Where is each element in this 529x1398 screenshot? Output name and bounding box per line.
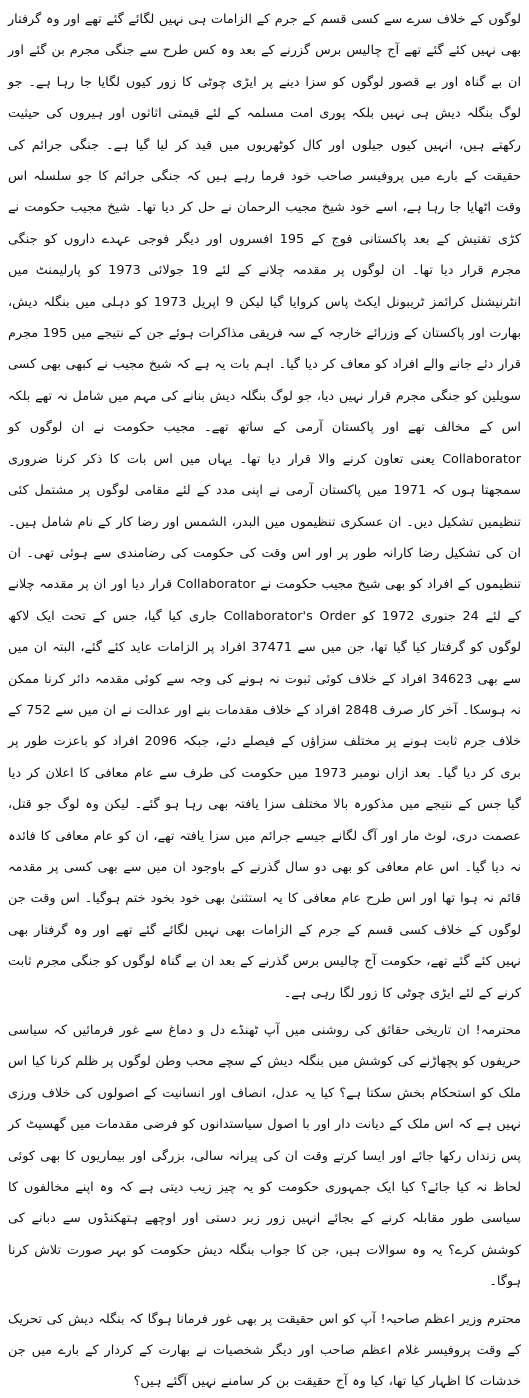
article-paragraph-1: لوگوں کے خلاف سرے سے کسی قسم کے جرم کے الزامات ہی نہیں لگائے گئے تھے اور وہ گرفتار بھی نہیں کئے گئے تھے آج چالیس برس گزرنے کے بعد وہ کس طرح سے جنگی مجرم بن گئے اور ان بے گناہ اور بے قصور لوگوں کو سزا دینے پر ایڑی چوٹی کا زور کیوں لگایا جا رہا ہے۔ جو لوگ بنگلہ دیش ہی نہیں بلکہ پوری امت مسلمہ کے لئے قیمتی اثاثوں اور ہیروں کی حیثیت رکھتے ہیں، انہیں کیوں جیلوں اور کال کوٹھریوں میں قید کر لیا گیا ہے۔ جنگی جرائم کی حقیقت کے بارے میں پروفیسر صاحب خود فرما رہے ہیں کہ جنگی جرائم کا جو سلسلہ اس وقت اٹھایا جا رہا ہے، اسے خود شیخ مجیب الرحمان نے حل کر دیا تھا۔ شیخ مجیب حکومت نے کڑی تفتیش کے بعد پاکستانی فوج کے 195 افسروں اور دیگر فوجی عہدے داروں کو جنگی مجرم قرار دیا تھا۔ ان لوگوں پر مقدمہ چلانے کے لئے 19 جولائی 1973 کو پارلیمنٹ میں انٹرنیشنل کرائمز ٹریبونل ایکٹ پاس کروایا گیا لیکن 9 اپریل 1973 کو دہلی میں بنگلہ دیش، بھارت اور پاکستان کے وزرائے خارجہ کے سہ فریقی مذاکرات ہوئے جن کے نتیجے میں 195 مجرم قرار دئے جانے والے افراد کو معاف کر دیا گیا۔ اہم بات یہ ہے کہ شیخ مجیب نے کبھی بھی کسی سویلین کو جنگی مجرم قرار نہیں دیا، جو لوگ بنگلہ دیش بنانے کی مہم میں شامل نہ تھے بلکہ اس کے مخالف تھے اور پاکستان آرمی کے ساتھ تھے۔ مجیب حکومت نے ان لوگوں کو Collaborator یعنی تعاون کرنے والا قرار دیا تھا۔ یہاں میں اس بات کا ذکر کرنا ضروری سمجھتا ہوں کہ 1971 میں پاکستان آرمی نے اپنی مدد کے لئے مقامی لوگوں پر مشتمل کئی تنظیمیں تشکیل دیں۔ ان عسکری تنظیموں میں البدر، الشمس اور رضا کار کے نام شامل ہیں۔ ان کی تشکیل رضا کارانہ طور پر اور اس وقت کی حکومت کی رضامندی سے ہوئی تھی۔ ان تنظیموں کے افراد کو بھی شیخ مجیب حکومت نے Collaborator قرار دیا اور ان پر مقدمہ چلانے کے لئے 24 جنوری 1972 کو Collaborator's Order جاری کیا گیا، جس کے تحت ایک لاکھ لوگوں کو گرفتار کیا گیا تھا، جن میں سے 37471 افراد پر الزامات عاید کئے گئے، البتہ ان میں سے بھی 34623 افراد کے خلاف کوئی ثبوت نہ ہونے کی وجہ سے کوئی مقدمہ دائر کرنا ممکن نہ ہوسکا۔ آخر کار صرف 2848 افراد کے خلاف مقدمات بنے اور عدالت نے ان میں سے 752 کے خلاف جرم ثابت ہونے پر مختلف سزاؤں کے فیصلے دئے، جبکہ 2096 افراد کو باعزت طور پر بری کر دیا گیا۔ بعد ازاں نومبر 1973 میں حکومت کی طرف سے عام معافی کا اعلان کر دیا گیا جس کے نتیجے میں مذکورہ بالا مختلف سزا یافتہ بھی رہا ہو گئے۔ لیکن وہ لوگ جو قتل، عصمت دری، لوٹ مار اور آگ لگانے جیسے جرائم میں سزا یافتہ تھے، ان کو عام معافی کا فائدہ نہ دیا گیا۔ اس عام معافی کو بھی دو سال گذرنے کے باوجود ان میں سے بھی کسی پر مقدمہ قائم نہ ہوا تھا اور اس طرح عام معافی کا یہ استثنیٰ بھی خود بخود ختم ہوگیا۔ اس وقت جن لوگوں کے خلاف کسی قسم کے جرم کے الزامات بھی نہیں لگائے گئے تھے اور وہ گرفتار بھی نہیں کئے گئے تھے، حکومت آج چالیس برس گذرنے کے بعد ان بے گناہ لوگوں کو جنگی مجرم ثابت کرنے کے لئے ایڑی چوٹی کا زور لگا رہی ہے۔ bbox=[8, 12, 522, 1001]
article-paragraph-2: محترمہ! ان تاریخی حقائق کی روشنی میں آپ ٹھنڈے دل و دماغ سے غور فرمائیں کہ سیاسی حریفوں کو پچھاڑنے کی کوشش میں بنگلہ دیش کے سچے محب وطن لوگوں پر ظلم کرنا کیا اس ملک کو استحکام بخش سکتا ہے؟ کیا یہ عدل، انصاف اور انسانیت کے اصولوں کی خلاف ورزی نہیں ہے کہ اس ملک کے دیانت دار اور با اصول سیاستدانوں کو فرضی مقدمات میں گھسیٹ کر پس زنداں رکھا جائے اور ایسا کرتے وقت ان کی پیرانہ سالی، بزرگی اور بیماریوں کا بھی کوئی لحاظ نہ کیا جائے؟ کیا ایک جمہوری حکومت کو یہ چیز زیب دیتی ہے کہ وہ اپنے مخالفوں کا سیاسی طور مقابلہ کرنے کے بجائے انہیں زور زبر دستی اور اوچھے ہتھکنڈوں سے دبانے کی کوشش کرے؟ یہ وہ سوالات ہیں، جن کا جواب بنگلہ دیش حکومت کو بہر صورت تلاش کرنا ہوگا۔ bbox=[8, 1023, 521, 1290]
article-paragraph-3: محترم وزیر اعظم صاحبہ! آپ کو اس حقیقت پر بھی غور فرمانا ہوگا کہ بنگلہ دیش کی تحریک کے وقت پروفیسر غلام اعظم صاحب اور دیگر شخصیات نے بھارت کے کردار کے بارے میں جن خدشات کا اظہار کیا تھا، کیا وہ آج حقیقت بن کر سامنے نہیں آگئے ہیں؟ bbox=[8, 1311, 521, 1390]
